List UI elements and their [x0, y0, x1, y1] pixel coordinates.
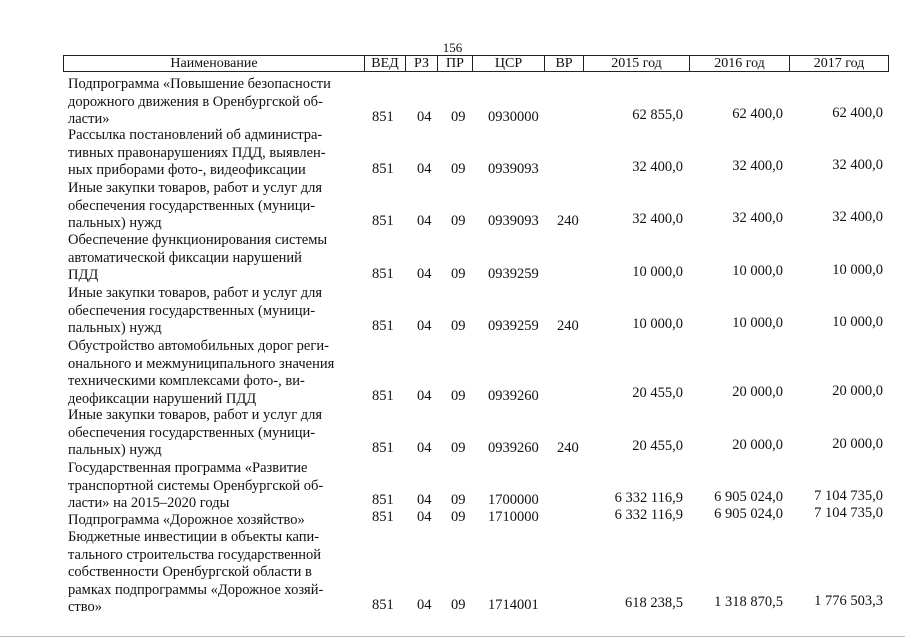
row-2017: 62 400,0 [832, 105, 883, 121]
row-2016: 20 000,0 [732, 384, 783, 400]
header-name: Наименование [170, 56, 258, 71]
row-rz: 04 [417, 492, 432, 508]
row-name: Обеспечение функционирования системы автоматической фиксации нарушений ПДД [68, 232, 328, 283]
row-2016: 32 400,0 [732, 158, 783, 174]
row-pr: 09 [451, 266, 466, 282]
row-2015: 10 000,0 [632, 264, 683, 280]
row-2016: 10 000,0 [732, 263, 783, 279]
row-name: Обустройство автомобильных дорог реги- онального и межмуниципального значения техническими комплексами фото-, ви- деофиксации нарушений ПДД [68, 338, 335, 407]
row-pr: 09 [451, 388, 466, 404]
row-2015: 6 332 116,9 [614, 490, 683, 506]
row-2015: 618 238,5 [625, 595, 683, 611]
row-rz: 04 [417, 388, 432, 404]
row-2017: 32 400,0 [832, 157, 883, 173]
row-vr: 240 [557, 213, 579, 229]
row-name: Рассылка постановлений об администра- тивных правонарушениях ПДД, выявлен- ных приборами фото-, видеофиксации [68, 127, 326, 178]
row-2017: 7 104 735,0 [814, 505, 883, 521]
row-csr: 0939093 [488, 213, 539, 229]
row-2016: 6 905 024,0 [714, 489, 783, 505]
row-rz: 04 [417, 109, 432, 125]
row-2015: 32 400,0 [632, 211, 683, 227]
row-2016: 20 000,0 [732, 437, 783, 453]
row-2015: 32 400,0 [632, 159, 683, 175]
page-number: 156 [442, 40, 463, 55]
row-2016: 1 318 870,5 [714, 594, 783, 610]
row-2016: 62 400,0 [732, 106, 783, 122]
row-ved: 851 [372, 388, 394, 404]
row-name: Иные закупки товаров, работ и услуг для обеспечения государственных (муници- пальных) нужд [68, 180, 323, 231]
row-csr: 0939259 [488, 318, 539, 334]
row-csr: 1710000 [488, 509, 539, 525]
row-pr: 09 [451, 492, 466, 508]
row-name: Иные закупки товаров, работ и услуг для обеспечения государственных (муници- пальных) нужд [68, 285, 323, 336]
row-csr: 1700000 [488, 492, 539, 508]
row-pr: 09 [451, 318, 466, 334]
row-ved: 851 [372, 509, 394, 525]
row-name: Иные закупки товаров, работ и услуг для обеспечения государственных (муници- пальных) нужд [68, 407, 323, 458]
row-2017: 20 000,0 [832, 383, 883, 399]
row-ved: 851 [372, 213, 394, 229]
row-rz: 04 [417, 509, 432, 525]
row-vr: 240 [557, 440, 579, 456]
header-2015: 2015 год [583, 56, 689, 71]
row-csr: 0939260 [488, 440, 539, 456]
row-pr: 09 [451, 109, 466, 125]
row-csr: 0939259 [488, 266, 539, 282]
row-2017: 10 000,0 [832, 314, 883, 330]
row-2015: 6 332 116,9 [614, 507, 683, 523]
row-name: Подпрограмма «Дорожное хозяйство» [68, 512, 305, 528]
row-rz: 04 [417, 161, 432, 177]
row-2016: 6 905 024,0 [714, 506, 783, 522]
header-vr: ВР [544, 56, 583, 71]
row-2016: 10 000,0 [732, 315, 783, 331]
row-csr: 0939093 [488, 161, 539, 177]
header-ved: ВЕД [364, 56, 405, 71]
row-ved: 851 [372, 597, 394, 613]
row-2015: 10 000,0 [632, 316, 683, 332]
row-csr: 1714001 [488, 597, 539, 613]
row-2017: 20 000,0 [832, 436, 883, 452]
row-ved: 851 [372, 440, 394, 456]
row-2015: 20 455,0 [632, 385, 683, 401]
header-2016: 2016 год [689, 56, 789, 71]
row-2017: 7 104 735,0 [814, 488, 883, 504]
header-pr: ПР [437, 56, 472, 71]
header-rz: РЗ [405, 56, 437, 71]
row-csr: 0939260 [488, 388, 539, 404]
row-name: Бюджетные инвестиции в объекты капи- тального строительства государственной собственности Оренбургской области в рамках подпрограммы «Дорожное хозяй- ство» [68, 529, 324, 615]
row-ved: 851 [372, 492, 394, 508]
row-ved: 851 [372, 318, 394, 334]
table-header [63, 55, 889, 72]
row-rz: 04 [417, 213, 432, 229]
page-bottom-divider [0, 636, 905, 637]
row-rz: 04 [417, 597, 432, 613]
row-2017: 32 400,0 [832, 209, 883, 225]
row-ved: 851 [372, 161, 394, 177]
row-rz: 04 [417, 440, 432, 456]
row-pr: 09 [451, 213, 466, 229]
row-2015: 62 855,0 [632, 107, 683, 123]
row-vr: 240 [557, 318, 579, 334]
row-csr: 0930000 [488, 109, 539, 125]
row-rz: 04 [417, 266, 432, 282]
row-ved: 851 [372, 109, 394, 125]
header-2017: 2017 год [789, 56, 888, 71]
row-rz: 04 [417, 318, 432, 334]
row-name: Государственная программа «Развитие транспортной системы Оренбургской об- ласти» на 2015–2020 годы [68, 460, 324, 511]
row-2016: 32 400,0 [732, 210, 783, 226]
row-2017: 1 776 503,3 [814, 593, 883, 609]
row-2015: 20 455,0 [632, 438, 683, 454]
header-csr: ЦСР [472, 56, 544, 71]
row-pr: 09 [451, 597, 466, 613]
row-name: Подпрограмма «Повышение безопасности дорожного движения в Оренбургской об- ласти» [68, 76, 331, 127]
row-pr: 09 [451, 440, 466, 456]
row-2017: 10 000,0 [832, 262, 883, 278]
row-pr: 09 [451, 161, 466, 177]
row-pr: 09 [451, 509, 466, 525]
row-ved: 851 [372, 266, 394, 282]
